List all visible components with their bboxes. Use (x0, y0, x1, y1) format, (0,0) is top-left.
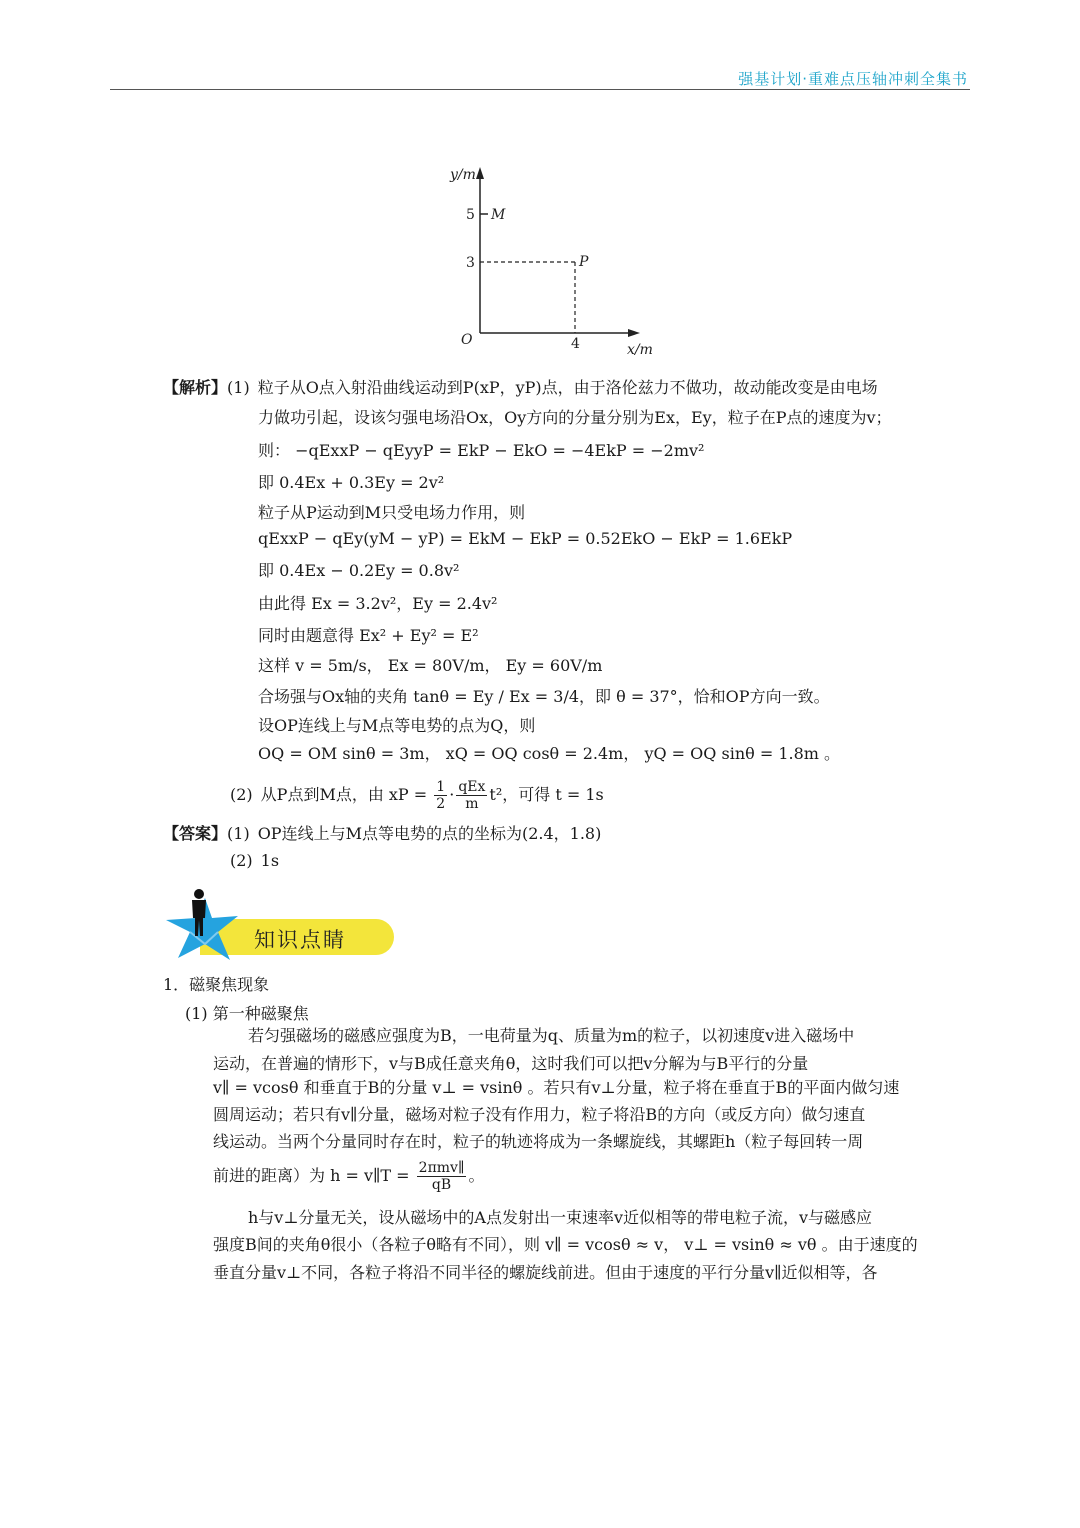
para1-line5: 线运动。当两个分量同时存在时，粒子的轨迹将成为一条螺旋线，其螺距h（粒子每回转一周 (213, 1132, 864, 1151)
analysis-text-1: 粒子从O点入射沿曲线运动到P(xP，yP)点，由于洛伦兹力不做功，故动能改变是由电场 (257, 378, 878, 397)
multiply-dot: · (449, 785, 455, 804)
equation-4: 即 0.4Ex − 0.2Ey = 0.8v² (258, 561, 460, 580)
equation-2: 即 0.4Ex + 0.3Ey = 2v² (258, 473, 445, 492)
x-axis-arrow (628, 329, 640, 337)
para1-line6-pre: 前进的距离）为 h = v∥T = (213, 1166, 410, 1185)
para1-line1: 若匀强磁场的磁感应强度为B，一电荷量为q、质量为m的粒子，以初速度v进入磁场中 (248, 1026, 855, 1045)
equation-7: 这样 v = 5m/s， Ex = 80V/m， Ey = 60V/m (258, 656, 603, 675)
analysis-tag: 【解析】 (163, 378, 228, 397)
answer-2-text: 1s (260, 851, 280, 870)
analysis-text-3: 粒子从P运动到M只受电场力作用，则 (258, 503, 526, 522)
point-p-label: P (579, 254, 589, 270)
section-banner (160, 888, 400, 968)
banner-title: 知识点睛 (254, 928, 346, 952)
answer-row-2 (230, 850, 279, 872)
x-axis-label: x/m (627, 342, 653, 358)
para1-line4: 圆周运动；若只有v∥分量，磁场对粒子没有作用力，粒子将沿B的方向（或反方向）做匀速直 (213, 1105, 866, 1124)
analysis-row-1 (163, 377, 878, 399)
fraction-half (434, 779, 447, 812)
coordinate-graph (430, 155, 670, 375)
pitch-fraction-numerator: 2πmv∥ (418, 1160, 465, 1176)
pitch-fraction (417, 1160, 467, 1193)
tick-label-3: 3 (466, 255, 475, 271)
analysis-text-2: 力做功引起，设该匀强电场沿Ox，Oy方向的分量分别为Ex，Ey，粒子在P点的速度为v； (258, 408, 892, 427)
running-header: 强基计划·重难点压轴冲刺全集书 (738, 70, 968, 88)
analysis-part-2 (230, 775, 604, 815)
fraction-qe-numerator: qEx (458, 779, 486, 795)
fraction-qe-over-m (456, 779, 487, 812)
answer-2-number: (2) (230, 851, 253, 870)
equation-6: 同时由题意得 Ex² + Ey² = E² (258, 626, 479, 645)
tick-label-4: 4 (571, 336, 580, 352)
equation-10: OQ = OM sinθ = 3m， xQ = OQ cosθ = 2.4m， yQ = OQ sinθ = 1.8m 。 (258, 744, 841, 763)
answer-row-1 (163, 823, 601, 845)
para1-line2: 运动，在普遍的情形下，v与B成任意夹角θ，这时我们可以把v分解为与B平行的分量 (213, 1054, 809, 1073)
equation-8: 合场强与Ox轴的夹角 tanθ = Ey / Ex = 3/4，即 θ = 37°，恰和OP方向一致。 (258, 687, 830, 706)
graph-svg (430, 155, 670, 375)
part-1-number: (1) (227, 378, 250, 397)
header-rule (110, 89, 970, 90)
equation-5: 由此得 Ex = 3.2v²，Ey = 2.4v² (258, 594, 498, 613)
pitch-fraction-denominator: qB (431, 1177, 452, 1193)
answer-1-text: OP连线上与M点等电势的点的坐标为(2.4，1.8) (257, 824, 602, 843)
part-2-post: t²，可得 t = 1s (489, 785, 604, 804)
origin-label: O (461, 332, 473, 348)
para1-line3: v∥ = vcosθ 和垂直于B的分量 v⊥ = vsinθ 。若只有v⊥分量，粒子将在垂直于B的平面内做匀速 (213, 1078, 900, 1097)
para1-line6-post: 。 (468, 1166, 485, 1185)
analysis-text-9: 设OP连线上与M点等电势的点为Q，则 (258, 716, 536, 735)
para2-line2: 强度B间的夹角θ很小（各粒子θ略有不同），则 v∥ = vcosθ ≈ v， v⊥ = vsinθ ≈ vθ 。由于速度的 (213, 1235, 918, 1254)
equation-3: qExxP − qEy(yM − yP) = EkM − EkP = 0.52EkO − EkP = 1.6EkP (258, 529, 793, 548)
answer-tag: 【答案】 (163, 824, 228, 843)
equation-1: 则： −qExxP − qEyyP = EkP − EkO = −4EkP = −2mv² (258, 441, 705, 460)
fraction-half-numerator: 1 (436, 779, 446, 795)
section-heading: 1．磁聚焦现象 (163, 975, 270, 994)
person-silhouette-icon (184, 888, 214, 938)
y-axis-label: y/m (450, 167, 476, 183)
fraction-half-denominator: 2 (436, 796, 446, 812)
answer-1-number: (1) (227, 824, 250, 843)
part-2-pre: 从P点到M点，由 xP = (260, 785, 428, 804)
tick-label-5: 5 (466, 207, 475, 223)
fraction-qe-denominator: m (465, 796, 479, 812)
point-m-label: M (491, 207, 506, 223)
para2-line1: h与v⊥分量无关，设从磁场中的A点发射出一束速率v近似相等的带电粒子流，v与磁感应 (248, 1208, 873, 1227)
subsection-heading: (1) 第一种磁聚焦 (185, 1004, 309, 1023)
y-axis-arrow (476, 167, 484, 179)
para2-line3: 垂直分量v⊥不同，各粒子将沿不同半径的螺旋线前进。但由于速度的平行分量v∥近似相等，各 (213, 1263, 878, 1282)
para1-line6 (213, 1156, 484, 1196)
part-2-number: (2) (230, 785, 253, 804)
